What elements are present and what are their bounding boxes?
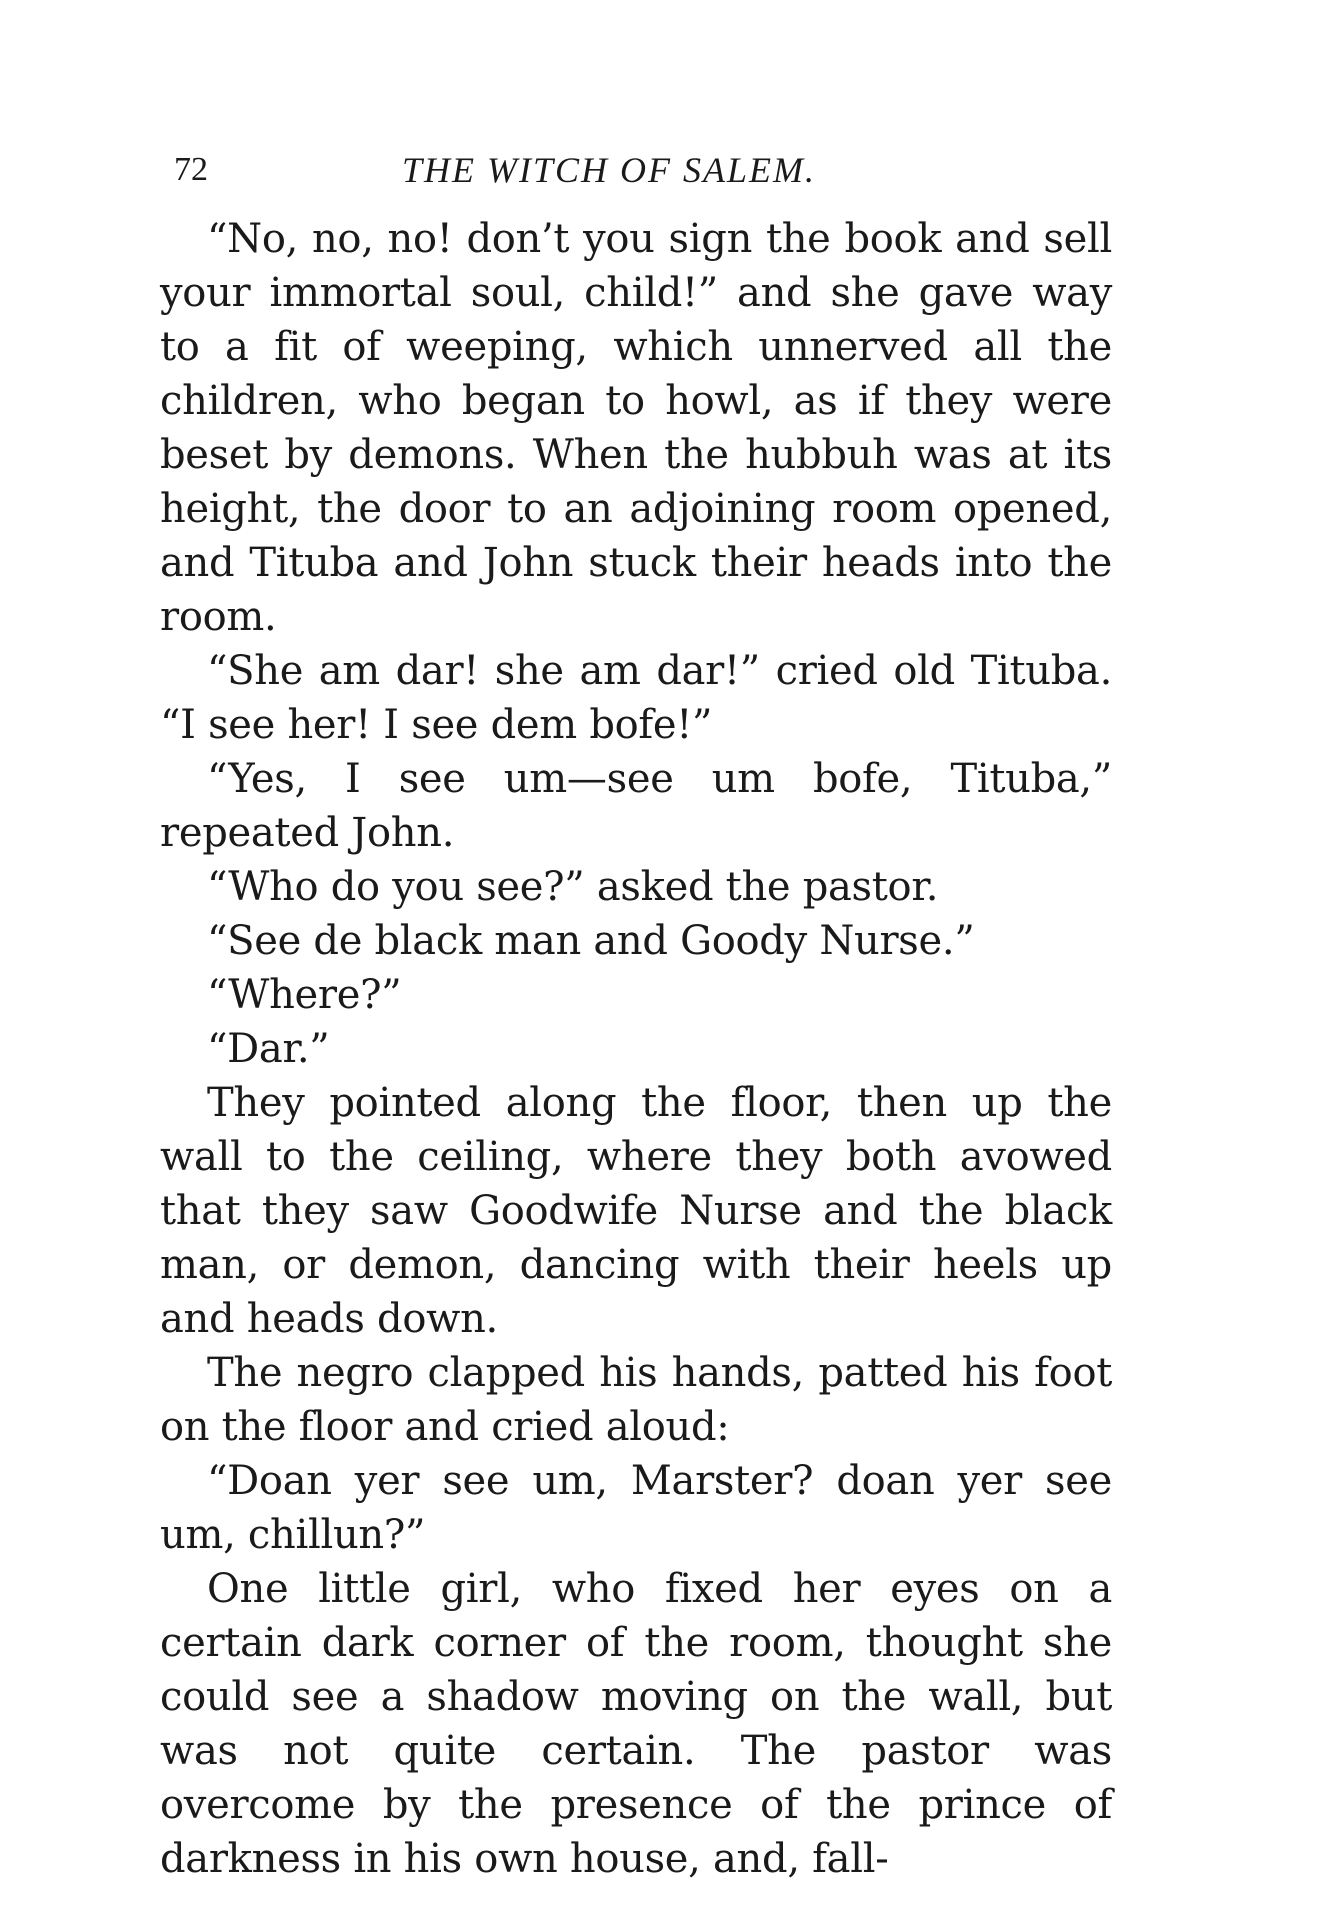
paragraph: “See de black man and Goody Nurse.” [207,918,975,964]
paragraph: “Where?” [207,972,402,1018]
paragraph: They pointed along the floor, then up the wall to the ceiling, where they both avowed that they saw Goodwife Nurse and the black man, or demon, dancing with their heels up and heads down. [160,1080,1112,1342]
running-head [160,150,1112,190]
paragraph: “No, no, no! don’t you sign the book and sell your immortal soul, child!” and she gave way to a fit of weeping, which unnerved all the children, who began to howl, as if they were beset by demons. When the hubbuh was at its height, the door to an adjoining room opened, and Tituba and John stuck their heads into the room. [160,216,1112,640]
body-text [160,212,1112,1886]
book-page [160,150,1112,1886]
paragraph: The negro clapped his hands, patted his foot on the floor and cried aloud: [160,1350,1112,1450]
page-number: 72 [174,151,208,188]
paragraph: One little girl, who fixed her eyes on a certain dark corner of the room, thought she could see a shadow moving on the wall, but was not quite certain. The pastor was overcome by the presence of the prince of darkness in his own house, and, fall- [160,1566,1112,1882]
paragraph: “Dar.” [207,1026,330,1072]
paragraph: “Yes, I see um—see um bofe, Tituba,” repeated John. [160,756,1112,856]
paragraph: “She am dar! she am dar!” cried old Tituba. “I see her! I see dem bofe!” [160,648,1112,748]
paragraph: “Doan yer see um, Marster? doan yer see um, chillun?” [160,1458,1112,1558]
running-title: THE WITCH OF SALEM. [402,150,816,190]
paragraph: “Who do you see?” asked the pastor. [207,864,939,910]
